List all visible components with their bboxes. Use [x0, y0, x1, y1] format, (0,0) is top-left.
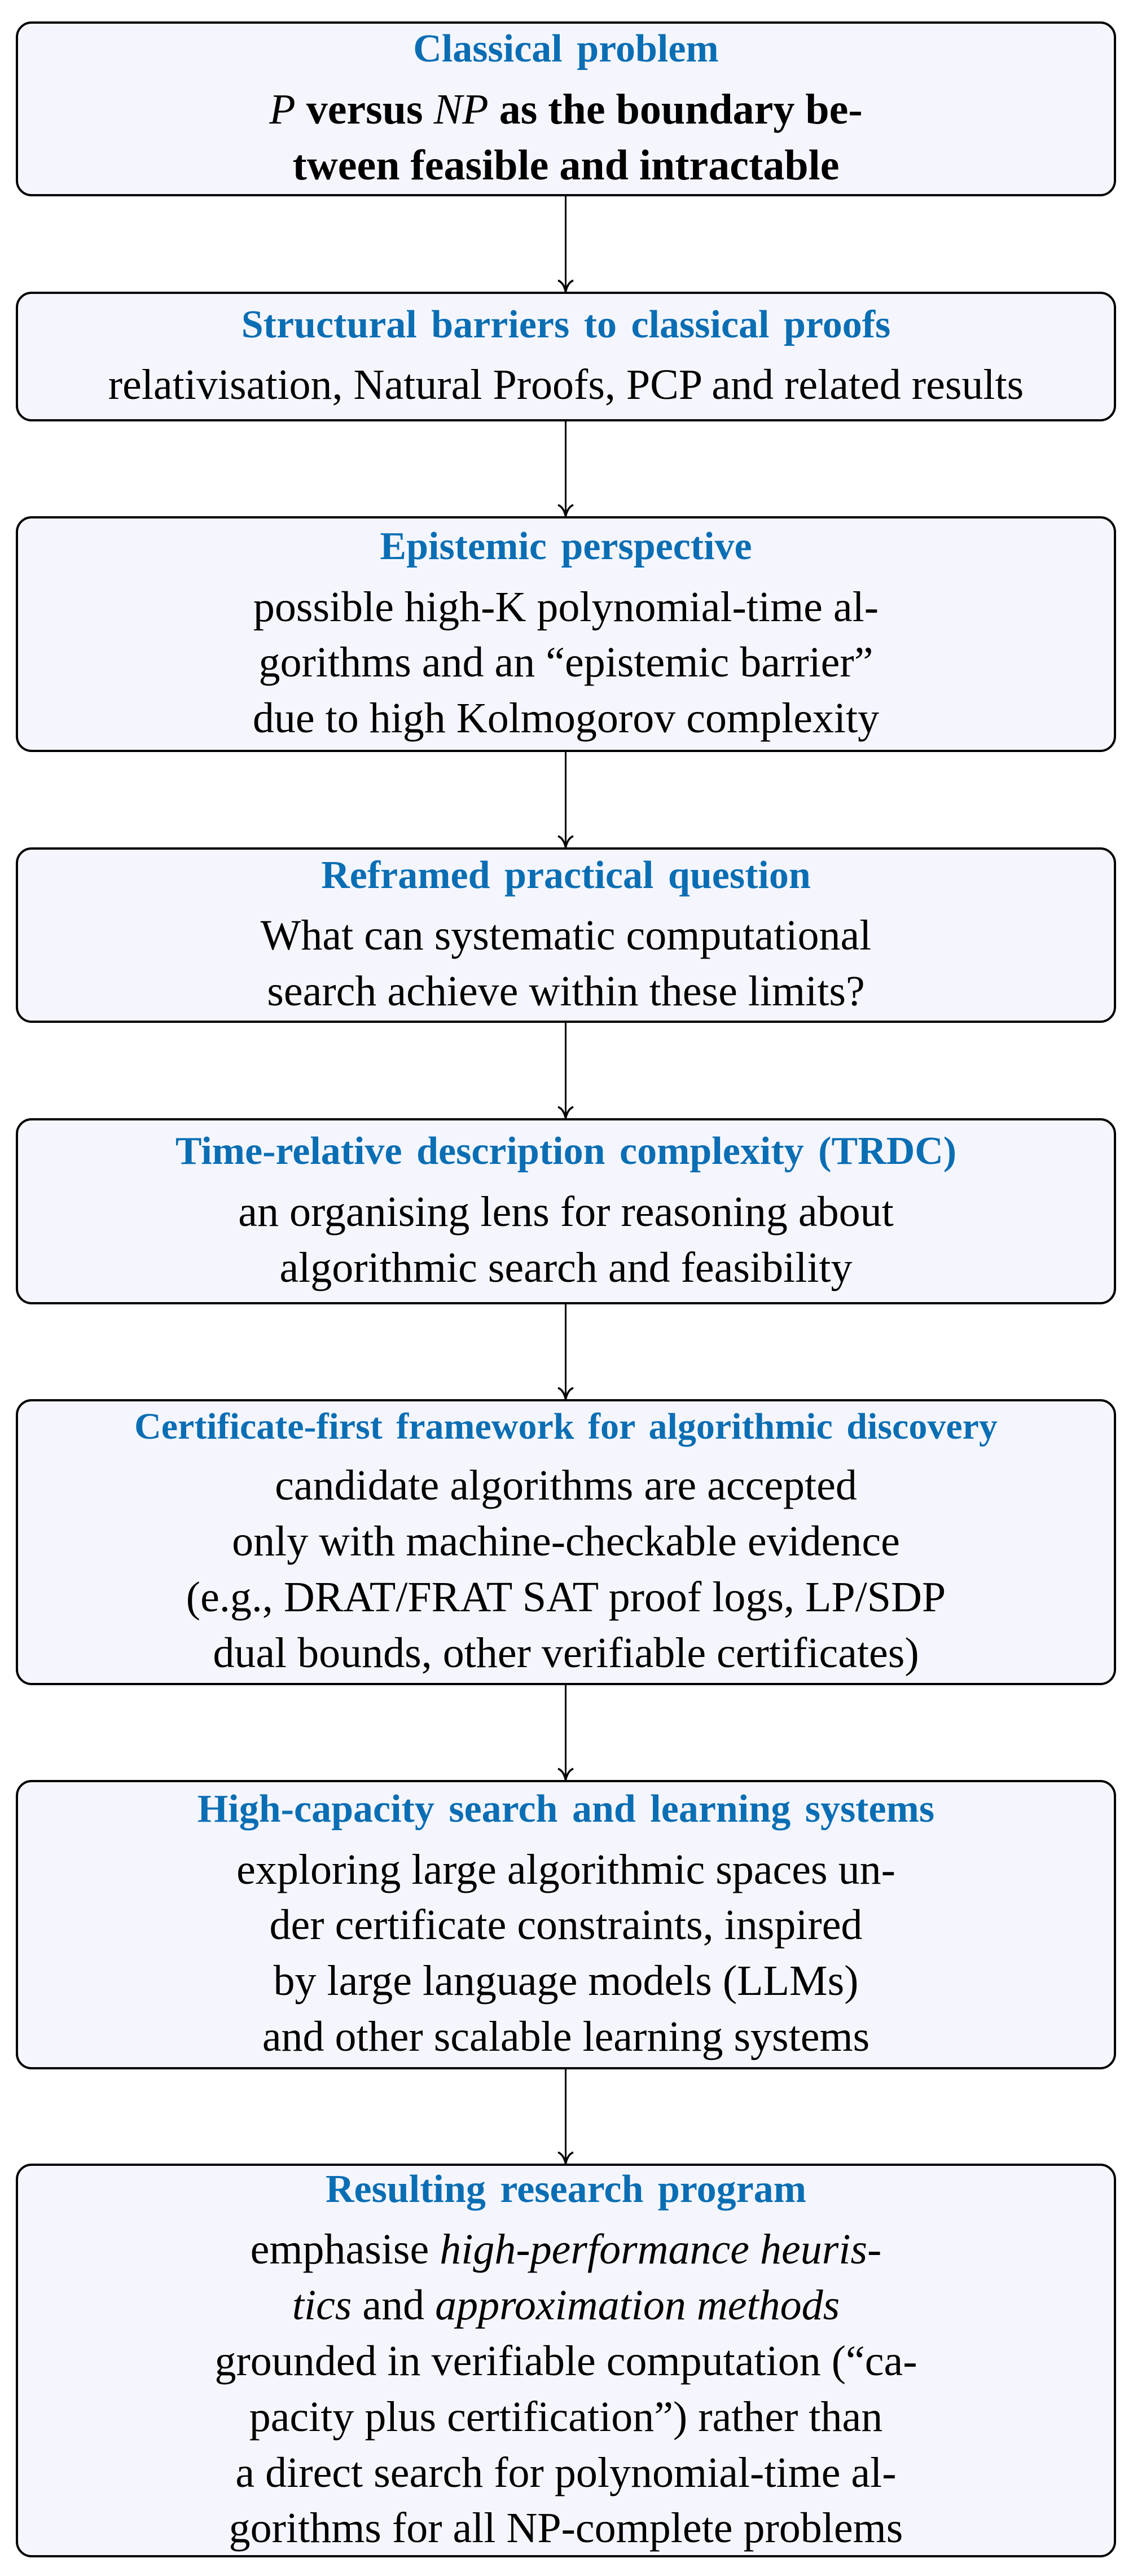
arrow-connector: [565, 2069, 566, 2164]
body-text: emphasise: [250, 2226, 440, 2274]
body-line: relativisation, Natural Proofs, PCP and related results: [108, 361, 1024, 409]
body-text: versus: [295, 85, 434, 133]
node-title: High-capacity search and learning systems: [197, 1787, 935, 1831]
body-line: [214, 2278, 917, 2333]
node-body: [261, 908, 872, 1019]
node-certificate-first: [16, 1399, 1116, 1685]
body-line: search achieve within these limits?: [267, 968, 865, 1016]
body-line: grounded in verifiable computation (“ca-: [214, 2337, 917, 2385]
node-high-capacity-search: [16, 1780, 1116, 2069]
body-line: gorithms for all NP-complete problems: [229, 2504, 903, 2552]
body-line: due to high Kolmogorov complexity: [252, 694, 880, 742]
node-epistemic-perspective: [16, 516, 1116, 752]
emphasis-text: high-performance heuris-: [440, 2226, 882, 2274]
body-line: exploring large algorithmic spaces un-: [236, 1845, 895, 1893]
node-structural-barriers: [16, 292, 1116, 421]
body-line: candidate algorithms are accepted: [275, 1462, 857, 1510]
node-body: [186, 1458, 946, 1681]
body-line: (e.g., DRAT/FRAT SAT proof logs, LP/SDP: [186, 1573, 946, 1621]
body-line: What can systematic computational: [260, 912, 872, 960]
body-line: algorithmic search and feasibility: [279, 1243, 853, 1291]
math-p: P: [269, 85, 296, 133]
node-research-program: [16, 2164, 1116, 2557]
arrow-head-icon: [557, 2150, 574, 2165]
node-title: Reframed practical question: [321, 853, 811, 897]
body-line: and other scalable learning systems: [262, 2013, 870, 2061]
body-line: by large language models (LLMs): [273, 1957, 859, 2005]
node-title: Classical problem: [413, 27, 719, 71]
arrow-connector: [565, 196, 566, 292]
body-text: and: [352, 2282, 436, 2329]
arrow-head-icon: [557, 1386, 574, 1400]
body-line: gorithms and an “epistemic barrier”: [258, 639, 873, 687]
emphasis-text: tics: [292, 2282, 352, 2329]
node-body: [236, 1842, 895, 2065]
arrow-head-icon: [557, 834, 574, 849]
body-line: a direct search for polynomial-time al-: [235, 2448, 897, 2496]
arrow-head-icon: [557, 1766, 574, 1781]
node-title: Certificate-first framework for algorithmic discovery: [134, 1405, 998, 1447]
body-line: [214, 2222, 917, 2278]
node-body: [269, 82, 862, 194]
arrow-head-icon: [557, 1105, 574, 1119]
body-text: as the boundary be-: [488, 85, 863, 133]
body-line: [269, 82, 862, 138]
node-body: [214, 2222, 917, 2556]
arrow-connector: [565, 421, 566, 516]
node-title: Resulting research program: [325, 2167, 807, 2211]
body-line: tween feasible and intractable: [292, 141, 840, 189]
node-body: [108, 357, 1024, 413]
arrow-connector: [565, 1023, 566, 1118]
arrow-head-icon: [557, 503, 574, 517]
arrow-connector: [565, 1304, 566, 1399]
body-line: pacity plus certification”) rather than: [249, 2393, 883, 2441]
node-reframed-question: [16, 847, 1116, 1023]
node-title: Structural barriers to classical proofs: [241, 302, 891, 346]
math-np: NP: [433, 85, 489, 133]
body-line: der certificate constraints, inspired: [269, 1901, 863, 1949]
node-title: Epistemic perspective: [380, 525, 752, 569]
arrow-connector: [565, 1685, 566, 1780]
node-body: [253, 579, 879, 746]
emphasis-text: approximation methods: [435, 2282, 840, 2329]
node-body: [238, 1184, 894, 1296]
node-classical-problem: [16, 21, 1116, 196]
node-title: Time-relative description complexity (TRDC): [175, 1129, 957, 1173]
node-trdc: [16, 1118, 1116, 1304]
body-line: only with machine-checkable evidence: [232, 1517, 900, 1565]
body-line: possible high-K polynomial-time al-: [253, 583, 879, 631]
body-line: dual bounds, other verifiable certificates): [213, 1629, 919, 1677]
arrow-connector: [565, 752, 566, 847]
arrow-head-icon: [557, 278, 574, 293]
body-line: an organising lens for reasoning about: [238, 1188, 894, 1236]
